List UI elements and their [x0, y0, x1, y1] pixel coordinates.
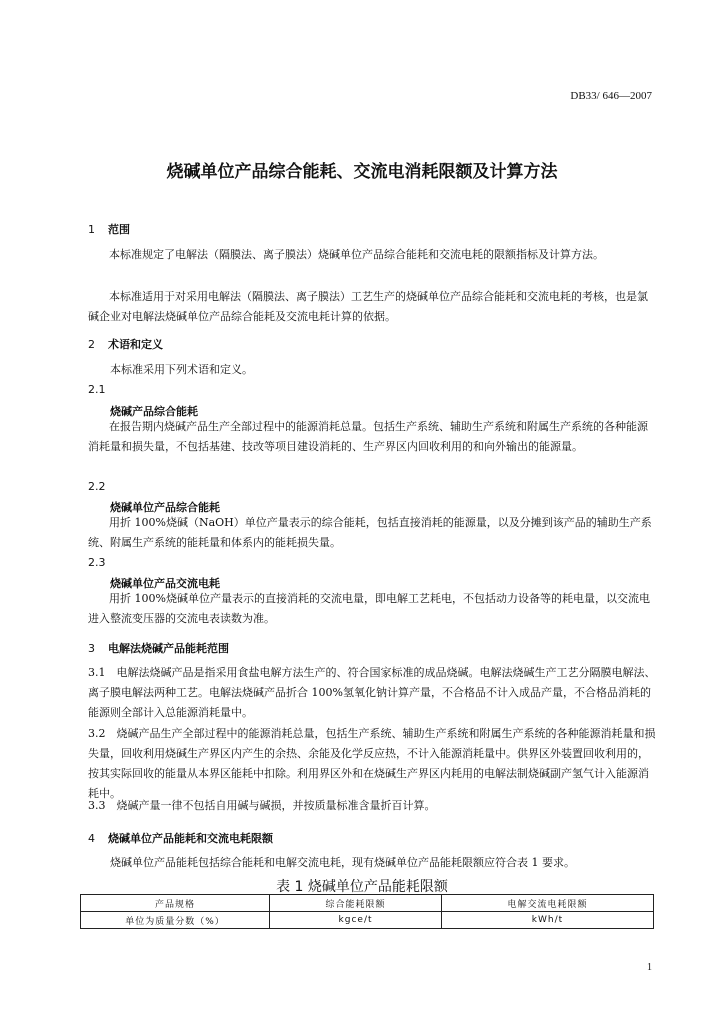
standard-number: DB33/ 646—2007 — [570, 90, 652, 102]
table-cell: kgce/t — [270, 912, 442, 929]
section-number: 3 — [88, 642, 95, 655]
section-title: 烧碱单位产品能耗和交流电耗限额 — [108, 832, 273, 845]
term: 烧碱单位产品交流电耗 — [110, 577, 220, 590]
definition: 在报告期内烧碱产品生产全部过程中的能源消耗总量。包括生产系统、辅助生产系统和附属生产系统的各种能源消耗量和损失量，不包括基建、技改等项目建设消耗的、生产界区内回收利用的和向外输出的能源量。 — [88, 420, 648, 453]
paragraph: 3.1 电解法烧碱产品是指采用食盐电解方法生产的、符合国家标准的成品烧碱。电解法烧碱生产工艺分隔膜电解法、离子膜电解法两种工艺。电解法烧碱产品折合 100%氢氧化钠计算产量，不合格品不计入成品产量，不合格品消耗的能源则全部计入总能源消耗量中。 — [88, 666, 656, 719]
term: 烧碱单位产品综合能耗 — [110, 501, 220, 514]
energy-limit-table — [80, 894, 654, 929]
term: 烧碱产品综合能耗 — [110, 405, 198, 418]
section-heading — [88, 830, 273, 846]
section-number: 2 — [88, 338, 95, 351]
section-heading — [88, 640, 229, 656]
paragraph: 烧碱单位产品能耗包括综合能耗和电解交流电耗，现有烧碱单位产品能耗限额应符合表 1 要求。 — [110, 856, 575, 869]
clause-number: 2.1 — [88, 383, 106, 396]
definition: 用折 100%烧碱（NaOH）单位产量表示的综合能耗，包括直接消耗的能源量，以及分摊到该产品的辅助生产系统、附属生产系统的能耗量和体系内的能耗损失量。 — [88, 516, 652, 549]
paragraph: 本标准规定了电解法（隔膜法、离子膜法）烧碱单位产品综合能耗和交流电耗的限额指标及计算方法。 — [109, 248, 604, 261]
section-title: 电解法烧碱产品能耗范围 — [108, 642, 229, 655]
definition: 用折 100%烧碱单位产量表示的直接消耗的交流电量，即电解工艺耗电，不包括动力设备等的耗电量，以交流电进入整流变压器的交流电表读数为准。 — [88, 592, 650, 625]
section-heading — [88, 336, 163, 352]
section-heading — [88, 221, 130, 237]
paragraph: 本标准采用下列术语和定义。 — [110, 363, 253, 376]
table-cell: 单位为质量分数（%） — [81, 912, 270, 929]
table-cell: 电解交流电耗限额 — [441, 895, 653, 912]
table-cell: 综合能耗限额 — [270, 895, 442, 912]
section-number: 1 — [88, 223, 95, 236]
clause-number: 2.2 — [88, 480, 106, 493]
section-number: 4 — [88, 832, 95, 845]
section-title: 范围 — [108, 223, 130, 236]
table-row — [81, 912, 654, 929]
table-cell: 产品规格 — [81, 895, 270, 912]
table-cell: kWh/t — [441, 912, 653, 929]
paragraph: 3.3 烧碱产量一律不包括自用碱与碱损，并按质量标准含量折百计算。 — [88, 799, 436, 812]
clause-number: 2.3 — [88, 556, 106, 569]
paragraph: 3.2 烧碱产品生产全部过程中的能源消耗总量，包括生产系统、辅助生产系统和附属生产系统的各种能源消耗量和损失量，回收利用烧碱生产界区内产生的余热、余能及化学反应热，不计入能源消耗量中。供界区外装置回收利用的，按其实际回收的能量从本界区能耗中扣除。利用界区外和在烧碱生产界区内耗用的电解法制烧碱副产氢气计入能源消耗中。 — [88, 727, 656, 800]
page-number: 1 — [647, 962, 652, 973]
document-title: 烧碱单位产品综合能耗、交流电消耗限额及计算方法 — [166, 162, 558, 182]
table-header-row — [81, 895, 654, 912]
table-caption: 表 1 烧碱单位产品能耗限额 — [276, 879, 448, 895]
section-title: 术语和定义 — [108, 338, 163, 351]
paragraph: 本标准适用于对采用电解法（隔膜法、离子膜法）工艺生产的烧碱单位产品综合能耗和交流电耗的考核，也是氯碱企业对电解法烧碱单位产品综合能耗及交流电耗计算的依据。 — [88, 290, 648, 323]
